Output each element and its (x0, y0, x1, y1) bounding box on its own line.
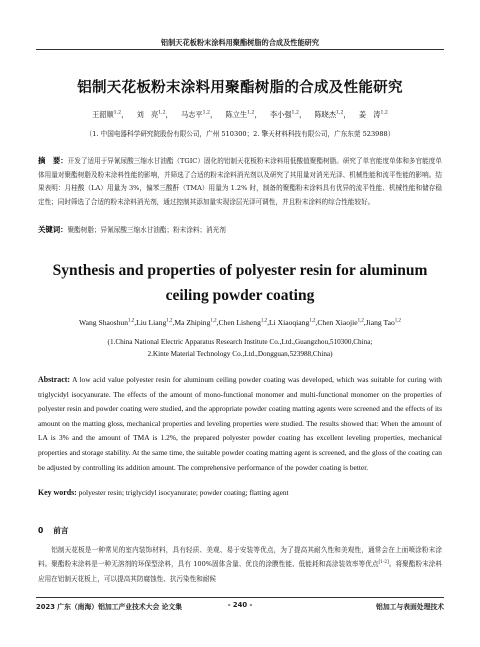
footer-journal: 铝加工与表面处理技术 (376, 603, 444, 611)
citation-ref: [1-2] (378, 560, 389, 566)
english-keywords-label: Key words: (38, 488, 77, 497)
english-keywords-text: polyester resin; triglycidyl isocyanurate; powder coating; flatting agent (78, 488, 289, 497)
author-name: Li Xiaoqiang$^{1,2}$ (268, 318, 316, 327)
chinese-abstract (38, 154, 442, 209)
english-affiliation-line: 2.Kinte Material Technology Co.,Ltd.,Dongguan,523988,China) (147, 350, 333, 358)
section-title: 前言 (53, 526, 69, 535)
english-authors: Wang Shaoshun$^{1,2}$,Liu Liang$^{1,2}$,Ma Zhiping$^{1,2}$,Chen Lisheng$^{1,2}$,Li Xiaoqiang$^{1,2}$,Chen Xiaojie$^{1,2}$,Jiang Tao$^{1,2}$ (79, 318, 401, 327)
english-affiliation (0, 336, 480, 360)
header-rule (36, 49, 444, 50)
section-number: 0 (38, 526, 44, 535)
english-abstract-label: Abstract: (38, 375, 70, 384)
author-name: 王韶顺$^{1,2}$ (92, 110, 122, 119)
chinese-abstract-label: 摘 要： (38, 156, 68, 165)
chinese-keywords (38, 224, 442, 235)
section-heading (38, 525, 68, 536)
introduction-paragraph: 铝制天花板是一种常见的室内装饰材料，具有轻质、美观、易于安装等优点，为了提高其耐久性和美观性，通常会在上面喷涂粉末涂料。聚酯粉末涂料是一种无溶剂的环保型涂料，具有 100%固体含量、优良的涂膜性能、低能耗和高涂装效率等优点[1-2]。将聚酯粉末涂料应用在铝制天花板上，可以提高其防腐蚀性、抗污染性和耐候 (38, 546, 443, 583)
author-name: 刘 亮$^{1,2}$ (136, 110, 166, 119)
english-affiliation-line: (1.China National Electric Apparatus Research Institute Co.,Ltd.,Guangzhou,510300,China; (107, 338, 373, 346)
author-name: Liu Liang$^{1,2}$ (136, 318, 173, 327)
author-name: Ma Zhiping$^{1,2}$ (174, 318, 217, 327)
english-abstract-text: A low acid value polyester resin for aluminum ceiling powder coating was developed, which was suitable for curing with triglycidyl isocyanurate. The effects of the amount of mono-functional monomer and multi-functional monomer on the properties of polyester resin and powder coating were studied, and the appropriate powder coating matting agents were screened and the effects of its amount on the matting gloss, mechanical properties and leveling properties were studied. The results showed that: When the amount of LA is 3% and the amount of TMA is 1.2%, the prepared polyester powder coating has excellent leveling properties, mechanical properties and storage stability. At the same time, the suitable powder coating matting agent is screened, and the gloss of the coating can be adjusted by controlling its addition amount. The comprehensive performance of the powder coating is better. (38, 375, 442, 472)
author-name: 姜 涛$^{1,2}$ (358, 110, 388, 119)
english-keywords (38, 488, 442, 497)
footer-proceedings: 2023 广东（南海）铝加工产业技术大会 论文集 (36, 603, 182, 611)
chinese-affiliation: （1. 中国电器科学研究院股份有限公司，广州 510300；2. 擎天材料科技有限公司，广东东莞 523988） (85, 130, 395, 138)
page-number: - 240 - (227, 601, 253, 609)
english-abstract (38, 373, 442, 475)
author-name: 马志平$^{1,2}$ (181, 110, 211, 119)
chinese-title: 铝制天花板粉末涂料用聚酯树脂的合成及性能研究 (77, 80, 403, 96)
chinese-keywords-label: 关键词： (38, 225, 68, 234)
author-name: Wang Shaoshun$^{1,2}$ (79, 318, 135, 327)
chinese-abstract-text: 开发了适用于异氰尿酸三缩水甘油酯（TGIC）固化的铝制天花板粉末涂料用低酸值聚酯树脂。研究了单官能度单体和多官能度单体用量对聚酯树脂及粉末涂料性能的影响，并筛选了合适的粉末涂料消光剂以及研究了其用量对消光光泽、机械性能和流平性能的影响。结果表明：月桂酸（LA）用量为 3%，偏苯三酸酐（TMA）用量为 1.2% 时，制备的聚酯粉末涂料具有优异的流平性能、机械性能和储存稳定性；同时筛选了合适的粉末涂料消光剂，通过控制其添加量实现涂层光泽可调性，并且粉末涂料的综合性能较好。 (38, 157, 442, 206)
footer-rule (36, 597, 444, 598)
author-name: 陈晓杰$^{1,2}$ (314, 110, 344, 119)
english-title: Synthesis and properties of polyester resin for aluminum ceiling powder coating (52, 262, 428, 304)
author-name: 陈立生$^{1,2}$ (225, 110, 255, 119)
chinese-keywords-text: 聚酯树脂；异氰尿酸三缩水甘油酯；粉末涂料；消光剂 (67, 226, 226, 234)
author-name: Chen Lisheng$^{1,2}$ (218, 318, 268, 327)
author-name: Jiang Tao$^{1,2}$ (365, 318, 401, 327)
author-name: Chen Xiaojie$^{1,2}$ (317, 318, 364, 327)
chinese-authors: 王韶顺$^{1,2}$， 刘 亮$^{1,2}$， 马志平$^{1,2}$， 陈立生$^{1,2}$， 李小强$^{1,2}$， 陈晓杰$^{1,2}$， 姜 涛$^{1,2}$ (92, 110, 388, 119)
page-footer (36, 601, 444, 613)
running-head: 铝制天花板粉末涂料用聚酯树脂的合成及性能研究 (160, 38, 320, 47)
author-name: 李小强$^{1,2}$ (269, 110, 299, 119)
